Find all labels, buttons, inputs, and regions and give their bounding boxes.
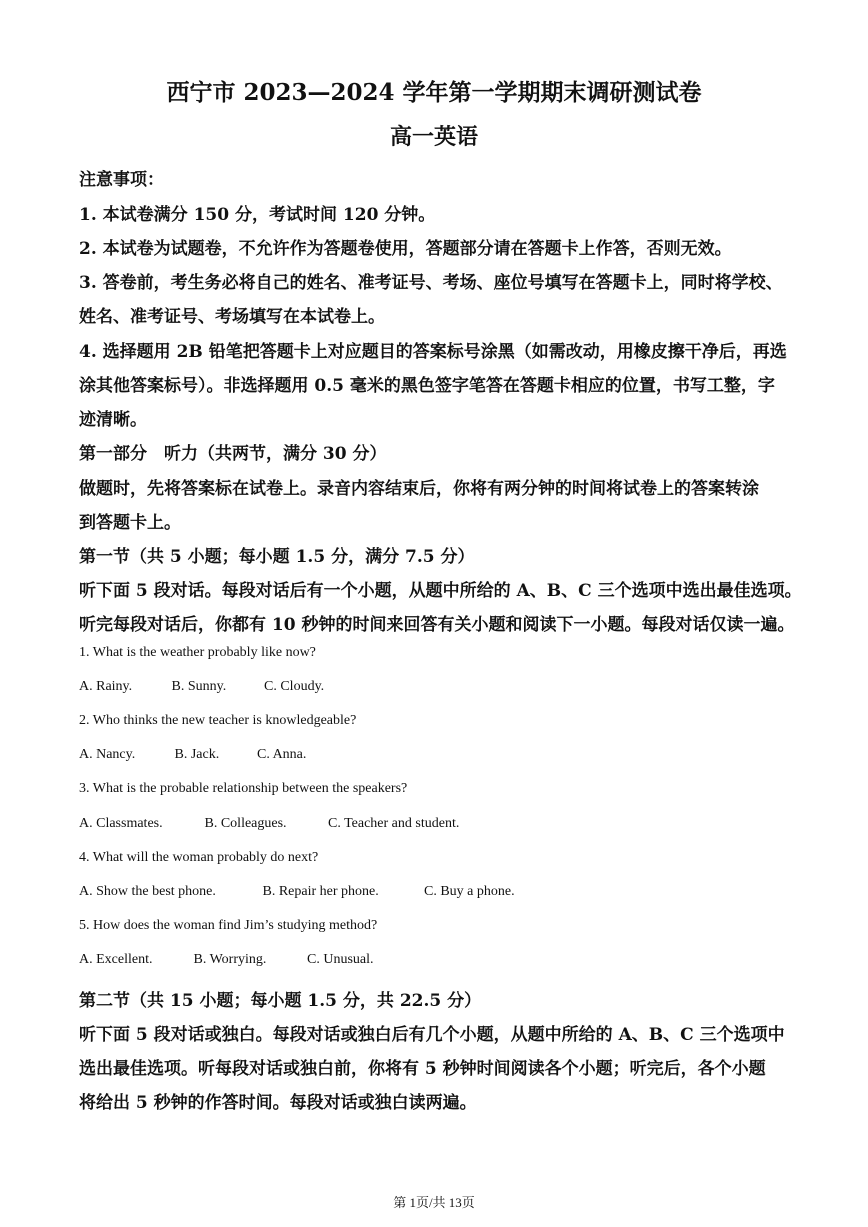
- question-4-options: [79, 884, 515, 900]
- section1-heading: 第一节（共 5 小题；每小题 1.5 分，满分 7.5 分）: [79, 547, 475, 567]
- option-c: C. Cloudy.: [264, 679, 325, 694]
- question-3-options: [79, 816, 459, 832]
- notice-line: 1. 本试卷满分 150 分，考试时间 120 分钟。: [79, 205, 436, 225]
- exam-title: 西宁市 2023—2024 学年第一学期期末调研测试卷: [166, 79, 702, 106]
- option-b: B. Worrying.: [193, 952, 267, 967]
- notice-line: 2. 本试卷为试题卷，不允许作为答题卷使用，答题部分请在答题卡上作答，否则无效。: [79, 239, 732, 259]
- part1-intro: 到答题卡上。: [79, 513, 181, 533]
- option-b: B. Jack.: [174, 747, 220, 762]
- question-1-options: [79, 679, 324, 695]
- section2-intro: 听下面 5 段对话或独白。每段对话或独白后有几个小题，从题中所给的 A、B、C 三个选项中: [79, 1025, 785, 1045]
- option-c: C. Unusual.: [307, 952, 374, 967]
- option-a: A. Nancy.: [79, 747, 136, 762]
- notice-line: 3. 答卷前，考生务必将自己的姓名、准考证号、考场、座位号填写在答题卡上，同时将学校、: [79, 273, 783, 293]
- section1-intro: 听下面 5 段对话。每段对话后有一个小题，从题中所给的 A、B、C 三个选项中选出最佳选项。: [79, 581, 802, 601]
- question-2-options: [79, 747, 306, 763]
- option-b: B. Sunny.: [171, 679, 227, 694]
- section2-heading: 第二节（共 15 小题；每小题 1.5 分，共 22.5 分）: [79, 991, 482, 1011]
- question-5-options: [79, 952, 374, 968]
- notice-line: 涂其他答案标号）。非选择题用 0.5 毫米的黑色签字笔答在答题卡相应的位置，书写工整，字: [79, 376, 775, 396]
- option-a: A. Rainy.: [79, 679, 133, 694]
- notice-line: 迹清晰。: [79, 410, 147, 430]
- page-footer: 第 1页/共 13页: [393, 1195, 475, 1210]
- option-c: C. Buy a phone.: [424, 884, 515, 899]
- notice-heading: 注意事项：: [79, 170, 164, 190]
- option-b: B. Colleagues.: [204, 816, 287, 831]
- section2-intro: 选出最佳选项。听每段对话或独白前，你将有 5 秒钟时间阅读各个小题；听完后，各个小题: [79, 1059, 766, 1079]
- exam-subtitle: 高一英语: [389, 124, 478, 150]
- section2-intro: 将给出 5 秒钟的作答时间。每段对话或独白读两遍。: [79, 1093, 477, 1113]
- option-b: B. Repair her phone.: [262, 884, 379, 899]
- option-a: A. Show the best phone.: [79, 884, 216, 899]
- part1-heading: 第一部分 听力（共两节，满分 30 分）: [79, 444, 387, 464]
- part1-intro: 做题时，先将答案标在试卷上。录音内容结束后，你将有两分钟的时间将试卷上的答案转涂: [79, 479, 759, 499]
- notice-line: 4. 选择题用 2B 铅笔把答题卡上对应题目的答案标号涂黑（如需改动，用橡皮擦干净后，再选: [79, 342, 787, 362]
- question-4: 4. What will the woman probably do next?: [79, 850, 319, 865]
- option-a: A. Classmates.: [79, 816, 163, 831]
- question-5: 5. How does the woman find Jim’s studying method?: [79, 918, 378, 933]
- question-2: 2. Who thinks the new teacher is knowledgeable?: [79, 713, 357, 728]
- notice-line: 姓名、准考证号、考场填写在本试卷上。: [79, 307, 385, 327]
- question-3: 3. What is the probable relationship between the speakers?: [79, 781, 408, 796]
- option-c: C. Anna.: [257, 747, 307, 762]
- section1-intro: 听完每段对话后，你都有 10 秒钟的时间来回答有关小题和阅读下一小题。每段对话仅读一遍。: [79, 615, 795, 635]
- option-a: A. Excellent.: [79, 952, 153, 967]
- question-1: 1. What is the weather probably like now?: [79, 645, 316, 660]
- option-c: C. Teacher and student.: [328, 816, 460, 831]
